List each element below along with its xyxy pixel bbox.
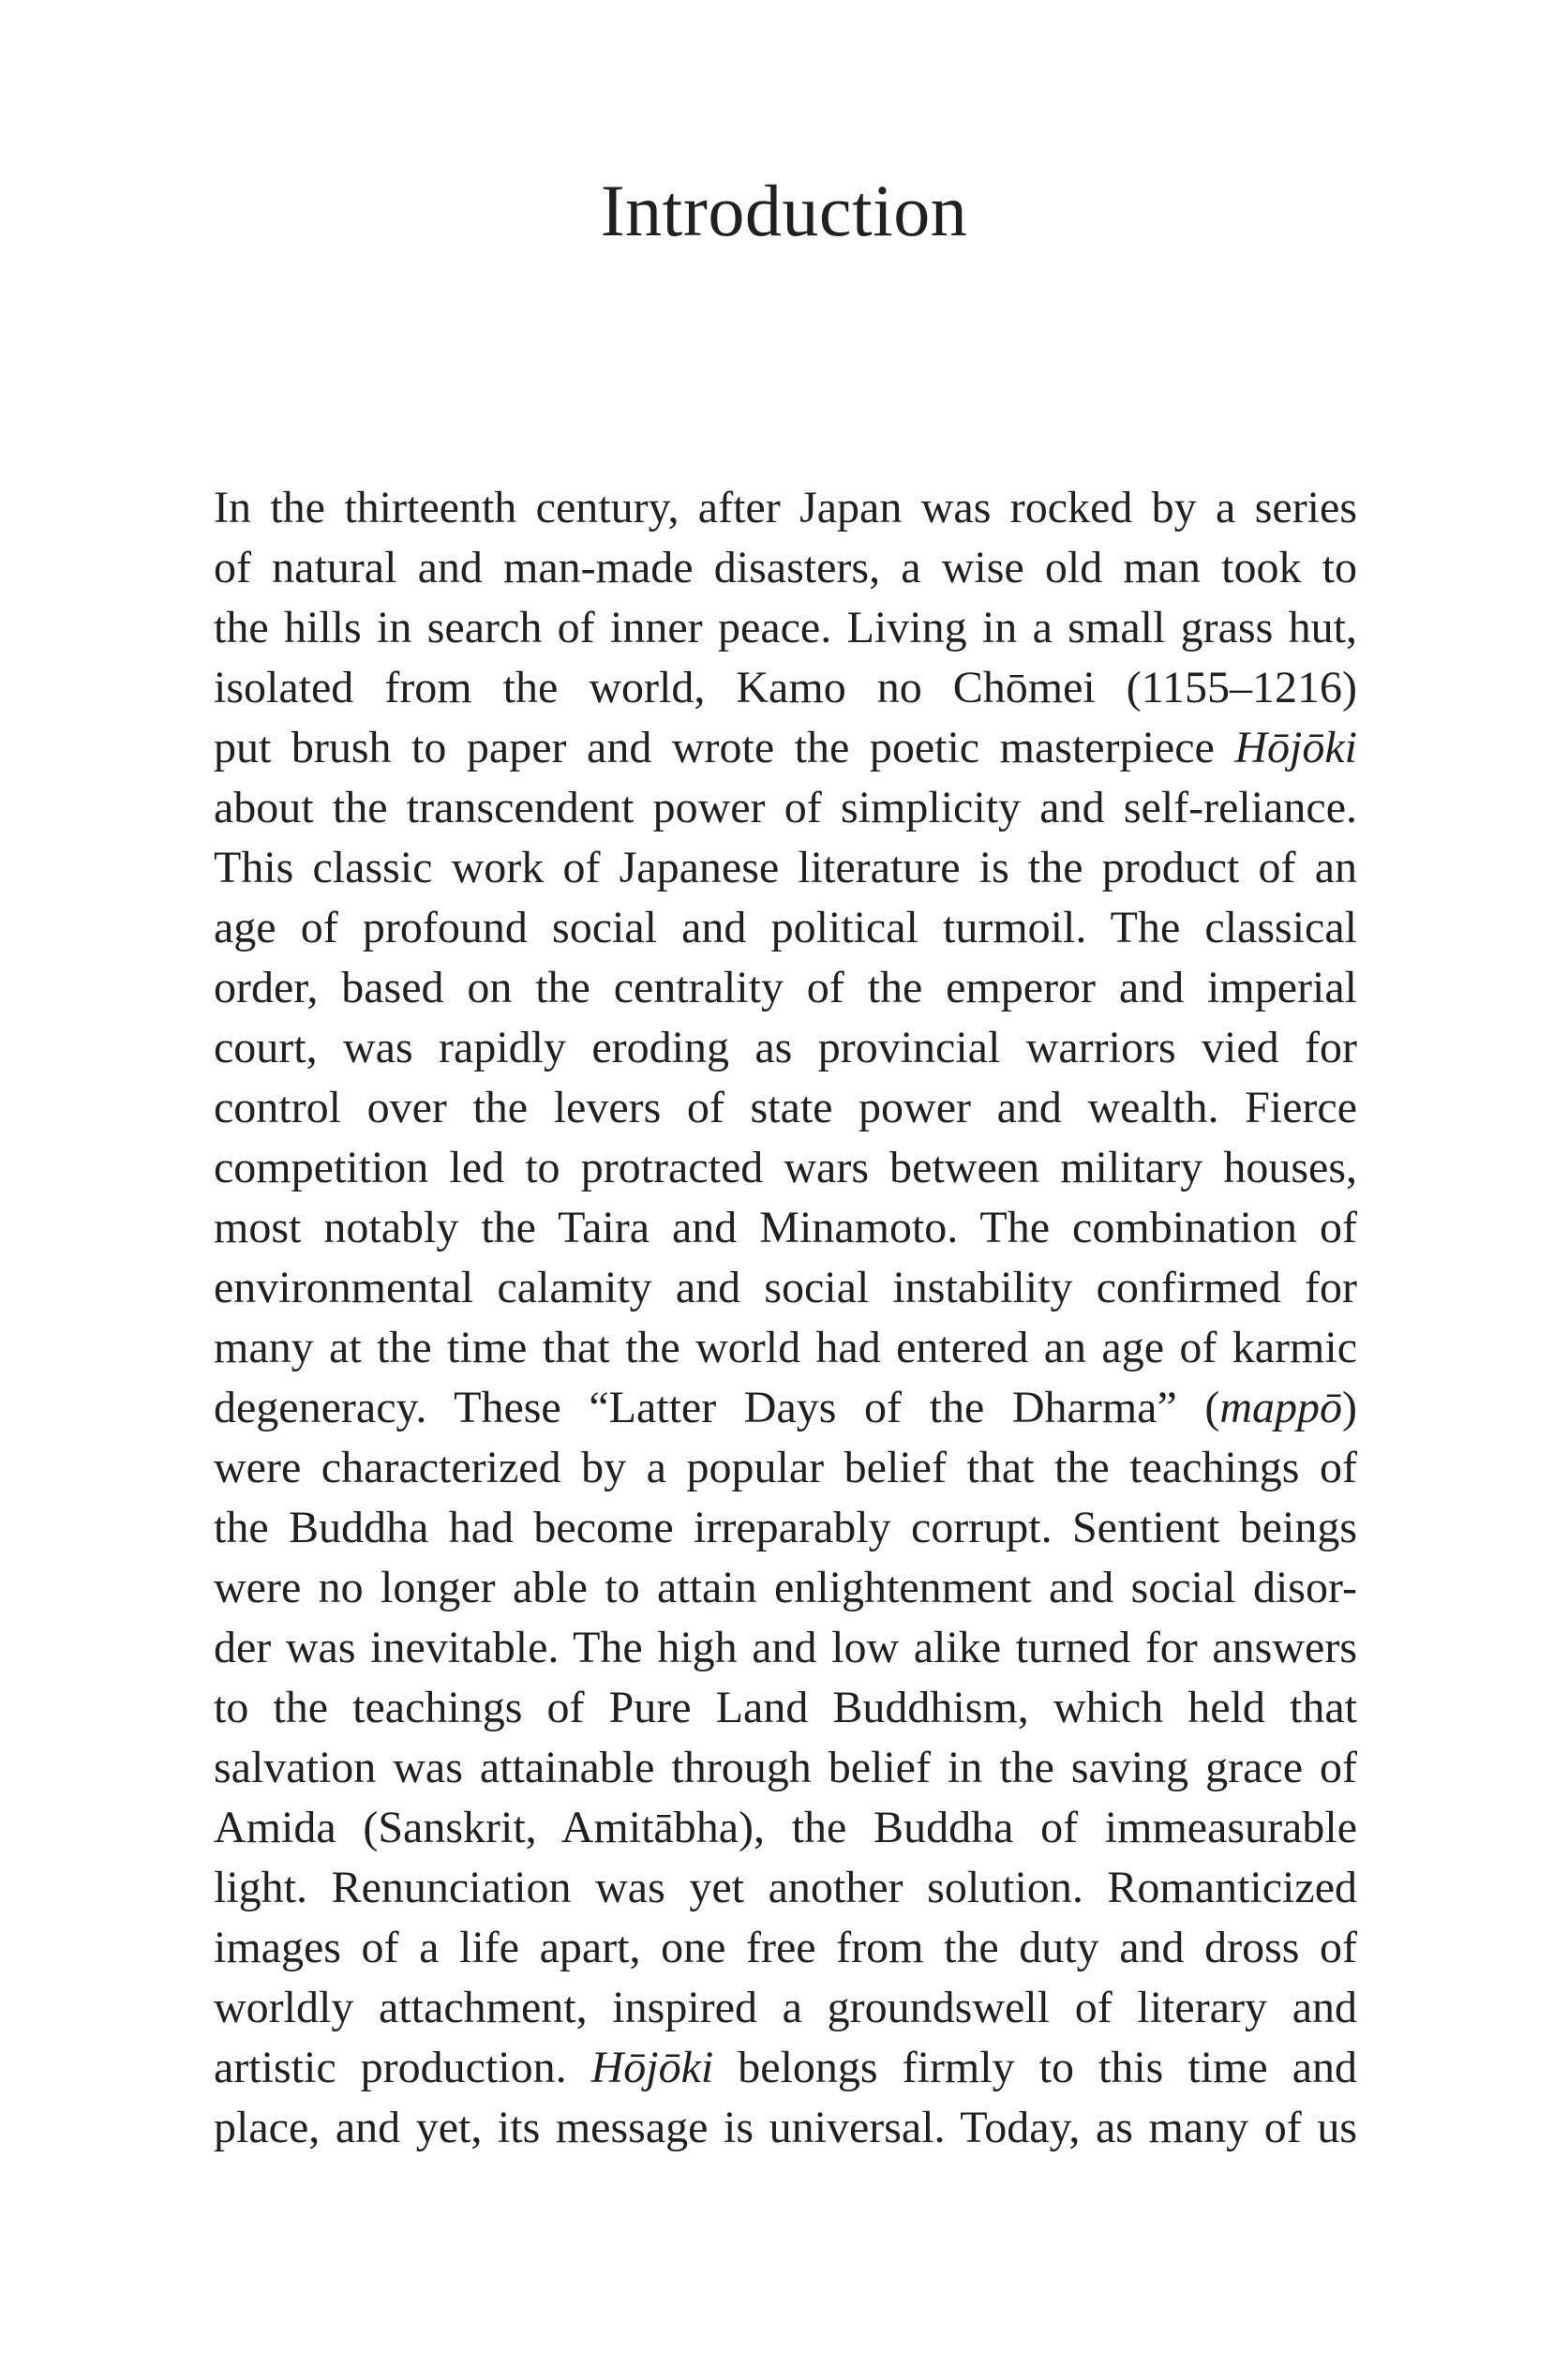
text-run: )	[1342, 1383, 1357, 1432]
text-line	[214, 1198, 1357, 1258]
text-line	[214, 1618, 1357, 1678]
text-run: the Buddha had become irreparably corrupt. Sentient beings	[214, 1503, 1357, 1552]
text-line	[214, 1798, 1357, 1858]
text-line	[214, 898, 1357, 958]
chapter-title: Introduction	[600, 170, 968, 251]
text-line	[214, 1678, 1357, 1738]
text-line	[214, 658, 1357, 718]
text-run: were no longer able to attain enlightenment and social disor-	[214, 1563, 1357, 1612]
text-run: environmental calamity and social instability confirmed for	[214, 1263, 1357, 1312]
text-run: worldly attachment, inspired a groundswell of literary and	[214, 1983, 1357, 2032]
text-run: of natural and man-made disasters, a wise old man took to	[214, 543, 1357, 592]
text-line	[214, 1738, 1357, 1798]
text-line	[214, 1918, 1357, 1978]
text-run: about the transcendent power of simplicity and self-reliance.	[214, 783, 1357, 832]
text-run: der was inevitable. The high and low alike turned for answers	[214, 1623, 1357, 1672]
text-run: isolated from the world, Kamo no Chōmei (1155–1216)	[214, 663, 1357, 712]
text-run: order, based on the centrality of the emperor and imperial	[214, 963, 1357, 1012]
text-run: control over the levers of state power and wealth. Fierce	[214, 1083, 1357, 1132]
text-run: light. Renunciation was yet another solution. Romanticized	[214, 1863, 1357, 1912]
italic-term: Hōjōki	[590, 2043, 714, 2092]
text-run: were characterized by a popular belief that the teachings of	[214, 1443, 1357, 1492]
italic-term: Hōjōki	[1234, 723, 1357, 772]
text-line	[214, 1558, 1357, 1618]
text-run: the hills in search of inner peace. Living in a small grass hut,	[214, 603, 1357, 652]
text-run: place, and yet, its message is universal. Today, as many of us	[214, 2103, 1357, 2152]
text-line	[214, 1378, 1357, 1438]
text-run: artistic production.	[214, 2043, 591, 2092]
text-run: Amida (Sanskrit, Amitābha), the Buddha of immeasurable	[214, 1803, 1357, 1852]
text-run: put brush to paper and wrote the poetic masterpiece	[214, 723, 1235, 772]
text-line	[214, 598, 1357, 658]
text-line	[214, 1498, 1357, 1558]
text-line	[214, 2038, 1357, 2098]
text-line	[214, 1858, 1357, 1918]
text-line	[214, 778, 1357, 838]
text-run: salvation was attainable through belief in the saving grace of	[214, 1743, 1357, 1792]
text-run: competition led to protracted wars between military houses,	[214, 1143, 1357, 1192]
text-run: many at the time that the world had entered an age of karmic	[214, 1323, 1357, 1372]
text-run: age of profound social and political turmoil. The classical	[214, 903, 1357, 952]
text-line	[214, 1318, 1357, 1378]
text-line	[214, 538, 1357, 598]
text-run: images of a life apart, one free from the duty and dross of	[214, 1923, 1357, 1972]
text-run: belongs firmly to this time and	[713, 2043, 1357, 2092]
text-run: In the thirteenth century, after Japan was rocked by a series	[214, 483, 1357, 532]
text-line	[214, 1258, 1357, 1318]
text-line	[214, 478, 1357, 538]
text-run: This classic work of Japanese literature is the product of an	[214, 843, 1357, 892]
text-line	[214, 718, 1357, 778]
text-line	[214, 2098, 1357, 2158]
italic-term: mappō	[1219, 1383, 1343, 1432]
text-run: to the teachings of Pure Land Buddhism, which held that	[214, 1683, 1357, 1732]
body-paragraph	[214, 478, 1357, 2158]
text-line	[214, 1138, 1357, 1198]
text-line	[214, 838, 1357, 898]
text-line	[214, 1078, 1357, 1138]
text-run: court, was rapidly eroding as provincial warriors vied for	[214, 1023, 1357, 1072]
text-line	[214, 1978, 1357, 2038]
text-line	[214, 958, 1357, 1018]
text-line	[214, 1438, 1357, 1498]
text-run: most notably the Taira and Minamoto. The combination of	[214, 1203, 1357, 1252]
text-line	[214, 1018, 1357, 1078]
text-run: degeneracy. These “Latter Days of the Dharma” (	[214, 1383, 1220, 1432]
